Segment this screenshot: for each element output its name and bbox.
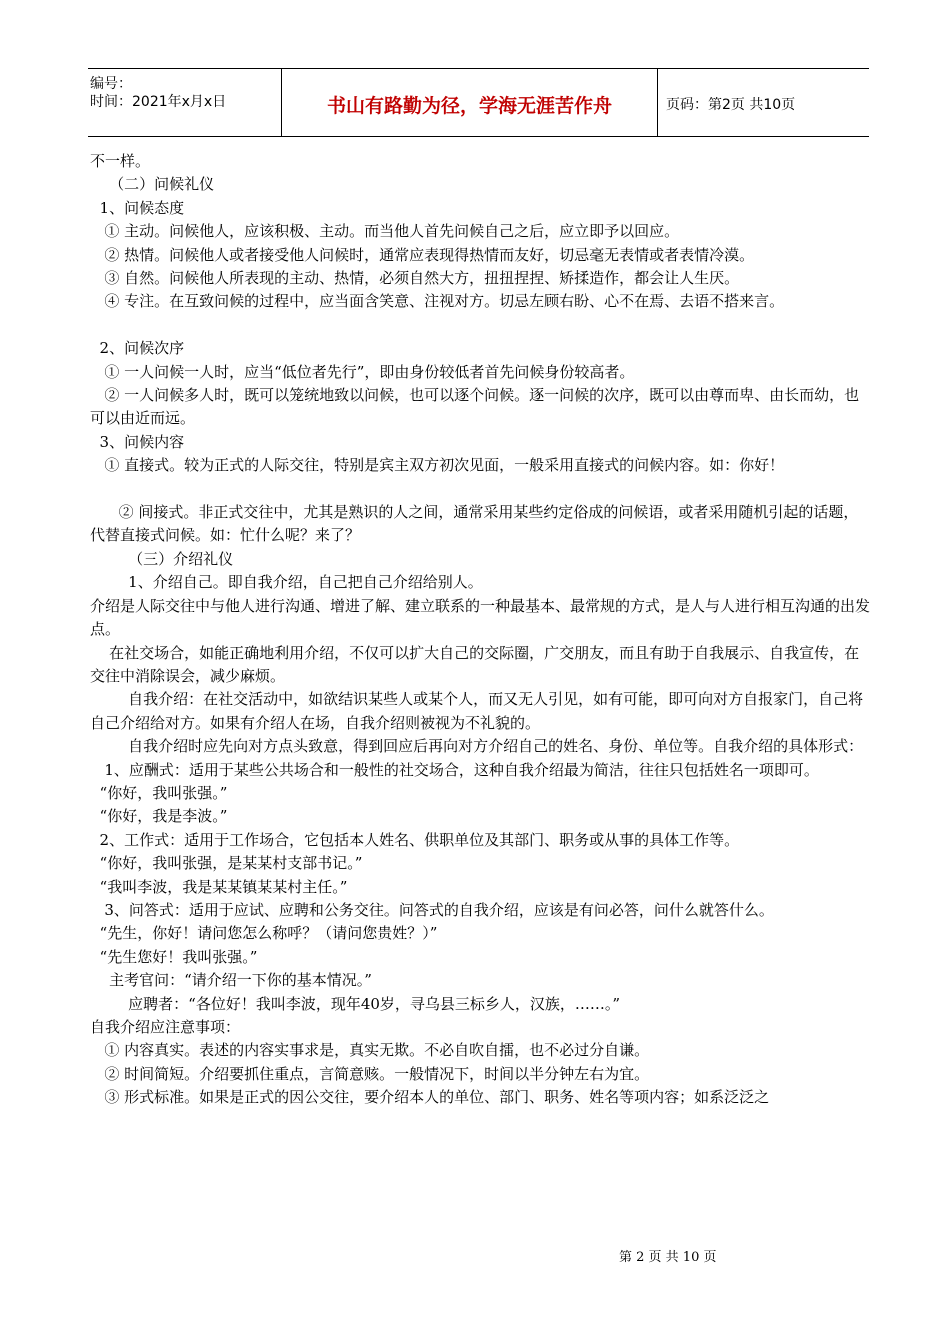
body-paragraph: （三）介绍礼仪 bbox=[90, 549, 234, 568]
body-paragraph: 应聘者：“各位好！我叫李波，现年40岁，寻乌县三标乡人，汉族，……。” bbox=[90, 994, 621, 1013]
body-paragraph: ① 一人问候一人时，应当“低位者先行”，即由身份较低者首先问候身份较高者。 bbox=[90, 362, 635, 381]
body-paragraph: ① 内容真实。表述的内容实事求是，真实无欺。不必自吹自擂，也不必过分自谦。 bbox=[90, 1041, 650, 1060]
body-paragraph: “你好，我叫张强。” bbox=[90, 783, 228, 802]
body-paragraph: ③ 自然。问候他人所表现的主动、热情，必须自然大方，扭扭捏捏、矫揉造作，都会让人生厌。 bbox=[90, 269, 740, 288]
body-paragraph: “我叫李波，我是某某镇某某村主任。” bbox=[90, 877, 348, 896]
body-paragraph: （二）问候礼仪 bbox=[90, 175, 215, 194]
body-paragraph: “先生，你好！请问您怎么称呼？（请问您贵姓？）” bbox=[90, 924, 438, 943]
body-paragraph: “你好，我是李波。” bbox=[90, 807, 228, 826]
body-paragraph: 主考官问：“请介绍一下你的基本情况。” bbox=[90, 971, 372, 990]
body-paragraph: 介绍是人际交往中与他人进行沟通、增进了解、建立联系的一种最基本、最常规的方式，是人与人进行相互沟通的出发点。 bbox=[90, 596, 871, 639]
body-paragraph: 自我介绍时应先向对方点头致意，得到回应后再向对方介绍自己的姓名、身份、单位等。自我介绍的具体形式： bbox=[90, 737, 864, 756]
body-paragraph: 自我介绍应注意事项： bbox=[90, 1018, 241, 1036]
body-paragraph: 不一样。 bbox=[90, 152, 151, 170]
body-paragraph: 2、问候次序 bbox=[90, 339, 185, 358]
body-paragraph bbox=[90, 314, 872, 337]
page-footer: 第 2 页 共 10 页 bbox=[619, 1250, 717, 1265]
body-paragraph: “你好，我叫张强，是某某村支部书记。” bbox=[90, 854, 363, 873]
body-paragraph bbox=[90, 478, 872, 501]
body-paragraph: “先生您好！我叫张强。” bbox=[90, 947, 258, 966]
header-page-cell bbox=[658, 69, 869, 136]
body-paragraph: ④ 专注。在互致问候的过程中，应当面含笑意、注视对方。切忌左顾右盼、心不在焉、去语不搭来言。 bbox=[90, 292, 785, 311]
body-paragraph: ① 主动。问候他人，应该积极、主动。而当他人首先问候自己之后，应立即予以回应。 bbox=[90, 222, 680, 241]
body-paragraph: ② 热情。问候他人或者接受他人问候时，通常应表现得热情而友好，切忌毫无表情或者表情冷漠。 bbox=[90, 245, 755, 264]
document-body bbox=[90, 150, 872, 1110]
doc-code-label: 编号： bbox=[90, 76, 132, 92]
body-paragraph: 自我介绍：在社交活动中，如欲结识某些人或某个人，而又无人引见，如有可能，即可向对方自报家门，自己将自己介绍给对方。如果有介绍人在场，自我介绍则被视为不礼貌的。 bbox=[90, 690, 864, 732]
body-paragraph: ① 直接式。较为正式的人际交往，特别是宾主双方初次见面，一般采用直接式的问候内容。如：你好！ bbox=[90, 456, 785, 475]
body-paragraph: 1、介绍自己。即自我介绍，自己把自己介绍给别人。 bbox=[90, 573, 483, 592]
header-motto: 书山有路勤为径，学海无涯苦作舟 bbox=[326, 95, 612, 117]
body-paragraph: 2、工作式：适用于工作场合，它包括本人姓名、供职单位及其部门、职务或从事的具体工作等。 bbox=[90, 830, 740, 849]
body-paragraph: 在社交场合，如能正确地利用介绍，不仅可以扩大自己的交际圈，广交朋友，而且有助于自我展示、自我宣传，在交往中消除误会，减少麻烦。 bbox=[90, 643, 860, 685]
body-paragraph: ② 时间简短。介绍要抓住重点，言简意赅。一般情况下，时间以半分钟左右为宜。 bbox=[90, 1064, 650, 1083]
body-paragraph: ③ 形式标准。如果是正式的因公交往，要介绍本人的单位、部门、职务、姓名等项内容；如系泛泛之 bbox=[90, 1088, 770, 1107]
document-header bbox=[88, 68, 869, 137]
body-paragraph: 3、问答式：适用于应试、应聘和公务交往。问答式的自我介绍，应该是有问必答，问什么就答什么。 bbox=[90, 900, 774, 919]
header-motto-cell bbox=[282, 69, 658, 136]
body-paragraph: 3、问候内容 bbox=[90, 432, 185, 451]
header-page-info: 页码：第2页 共10页 bbox=[666, 97, 796, 113]
doc-date-label: 时间：2021年x月x日 bbox=[90, 94, 227, 110]
body-paragraph: ② 间接式。非正式交往中，尤其是熟识的人之间，通常采用某些约定俗成的问候语，或者采用随机引起的话题，代替直接式问候。如：忙什么呢？来了？ bbox=[90, 503, 859, 545]
body-paragraph: ② 一人问候多人时，既可以笼统地致以问候，也可以逐个问候。逐一问候的次序，既可以由尊而卑、由长而幼，也可以由近而远。 bbox=[90, 386, 860, 428]
body-paragraph: 1、应酬式：适用于某些公共场合和一般性的社交场合，这种自我介绍最为简洁，往往只包括姓名一项即可。 bbox=[90, 760, 819, 779]
body-paragraph: 1、问候态度 bbox=[90, 198, 185, 217]
header-meta-cell bbox=[88, 69, 282, 136]
